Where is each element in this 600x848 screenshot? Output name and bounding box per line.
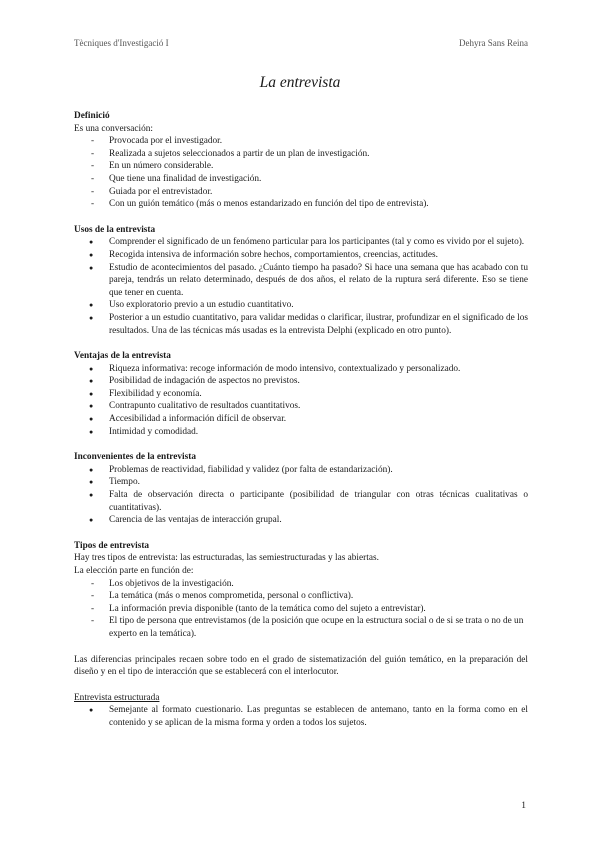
- estructurada-heading: Entrevista estructurada: [74, 692, 160, 703]
- tipos-list: [74, 578, 528, 641]
- usos-heading: Usos de la entrevista: [74, 224, 156, 235]
- definicio-heading: Definició: [74, 111, 110, 121]
- header-right: Dehyra Sans Reina: [459, 38, 528, 48]
- definicio-intro: Es una conversación:: [74, 123, 153, 134]
- list-item: - La temática (más o menos comprometida, personal o conflictiva).: [74, 590, 528, 603]
- list-item: ● Contrapunto cualitativo de resultados cuantitativos.: [74, 400, 528, 413]
- definicio-list: [74, 135, 528, 211]
- header-left: Tècniques d'Investigació I: [74, 38, 169, 48]
- list-item: - El tipo de persona que entrevistamos (de la posición que ocupe en la estructura social o de si se trata o no de un experto en la temática).: [74, 615, 528, 640]
- inconvenientes-list: [74, 464, 528, 527]
- list-item: ● Intimidad y comodidad.: [74, 426, 528, 439]
- list-item: - En un número considerable.: [74, 160, 528, 173]
- list-item: ● Recogida intensiva de información sobre hechos, comportamientos, creencias, actitudes.: [74, 249, 528, 262]
- usos-list: [74, 236, 528, 337]
- list-item: - Provocada por el investigador.: [74, 135, 528, 148]
- ventajas-heading: Ventajas de la entrevista: [74, 351, 171, 362]
- page-title: La entrevista: [259, 74, 341, 91]
- list-item: - Realizada a sujetos seleccionados a partir de un plan de investigación.: [74, 148, 528, 161]
- list-item: ● Uso exploratorio previo a un estudio cuantitativo.: [74, 299, 528, 312]
- list-item: ● Posibilidad de indagación de aspectos no previstos.: [74, 375, 528, 388]
- list-item: - Que tiene una finalidad de investigación.: [74, 173, 528, 186]
- tipos-heading: Tipos de entrevista: [74, 540, 150, 551]
- document-body: [74, 110, 528, 730]
- list-item: ● Accesibilidad a información difícil de observar.: [74, 413, 528, 426]
- list-item: - Guiada por el entrevistador.: [74, 186, 528, 199]
- list-item: - Los objetivos de la investigación.: [74, 578, 528, 591]
- list-item: - Con un guión temático (más o menos estandarizado en función del tipo de entrevista).: [74, 198, 528, 211]
- list-item: ● Carencia de las ventajas de interacción grupal.: [74, 514, 528, 527]
- estructurada-list: [74, 704, 528, 729]
- tipos-paragraph: Las diferencias principales recaen sobre todo en el grado de sistematización del guión temático, en la preparación del diseño y en el tipo de interacción que se establecerá con el interlocutor.: [74, 654, 528, 678]
- ventajas-list: [74, 363, 528, 439]
- page-number: 1: [521, 801, 526, 811]
- list-item: - La información previa disponible (tanto de la temática como del sujeto a entrevistar).: [74, 603, 528, 616]
- tipos-line2: La elección parte en función de:: [74, 566, 194, 576]
- list-item: ● Estudio de acontecimientos del pasado. ¿Cuánto tiempo ha pasado? Si hace una semana que has acabado con tu pareja, tendrás un relato determinado, después de dos años, el relato de la ruptura será diferente. Eso se tiene que tener en cuenta.: [74, 262, 528, 300]
- list-item: ● Posterior a un estudio cuantitativo, para validar medidas o clarificar, ilustrar, profundizar en el significado de los resultados. Una de las técnicas más usadas es la entrevista Delphi (explicado en otro punto).: [74, 312, 528, 337]
- list-item: ● Comprender el significado de un fenómeno particular para los participantes (tal y como es vivido por el sujeto).: [74, 236, 528, 249]
- list-item: ● Tiempo.: [74, 476, 528, 489]
- list-item: ● Problemas de reactividad, fiabilidad y validez (por falta de estandarización).: [74, 464, 528, 477]
- list-item: ● Semejante al formato cuestionario. Las preguntas se establecen de antemano, tanto en la forma como en el contenido y se aplican de la misma forma y orden a todos los sujetos.: [74, 704, 528, 729]
- list-item: ● Riqueza informativa: recoge información de modo intensivo, contextualizado y personalizado.: [74, 363, 528, 376]
- tipos-line1: Hay tres tipos de entrevista: las estructuradas, las semiestructuradas y las abiertas.: [74, 553, 379, 564]
- inconvenientes-heading: Inconvenientes de la entrevista: [74, 452, 196, 463]
- list-item: ● Flexibilidad y economía.: [74, 388, 528, 401]
- list-item: ● Falta de observación directa o participante (posibilidad de triangular con otras técnicas cualitativas o cuantitativas).: [74, 489, 528, 514]
